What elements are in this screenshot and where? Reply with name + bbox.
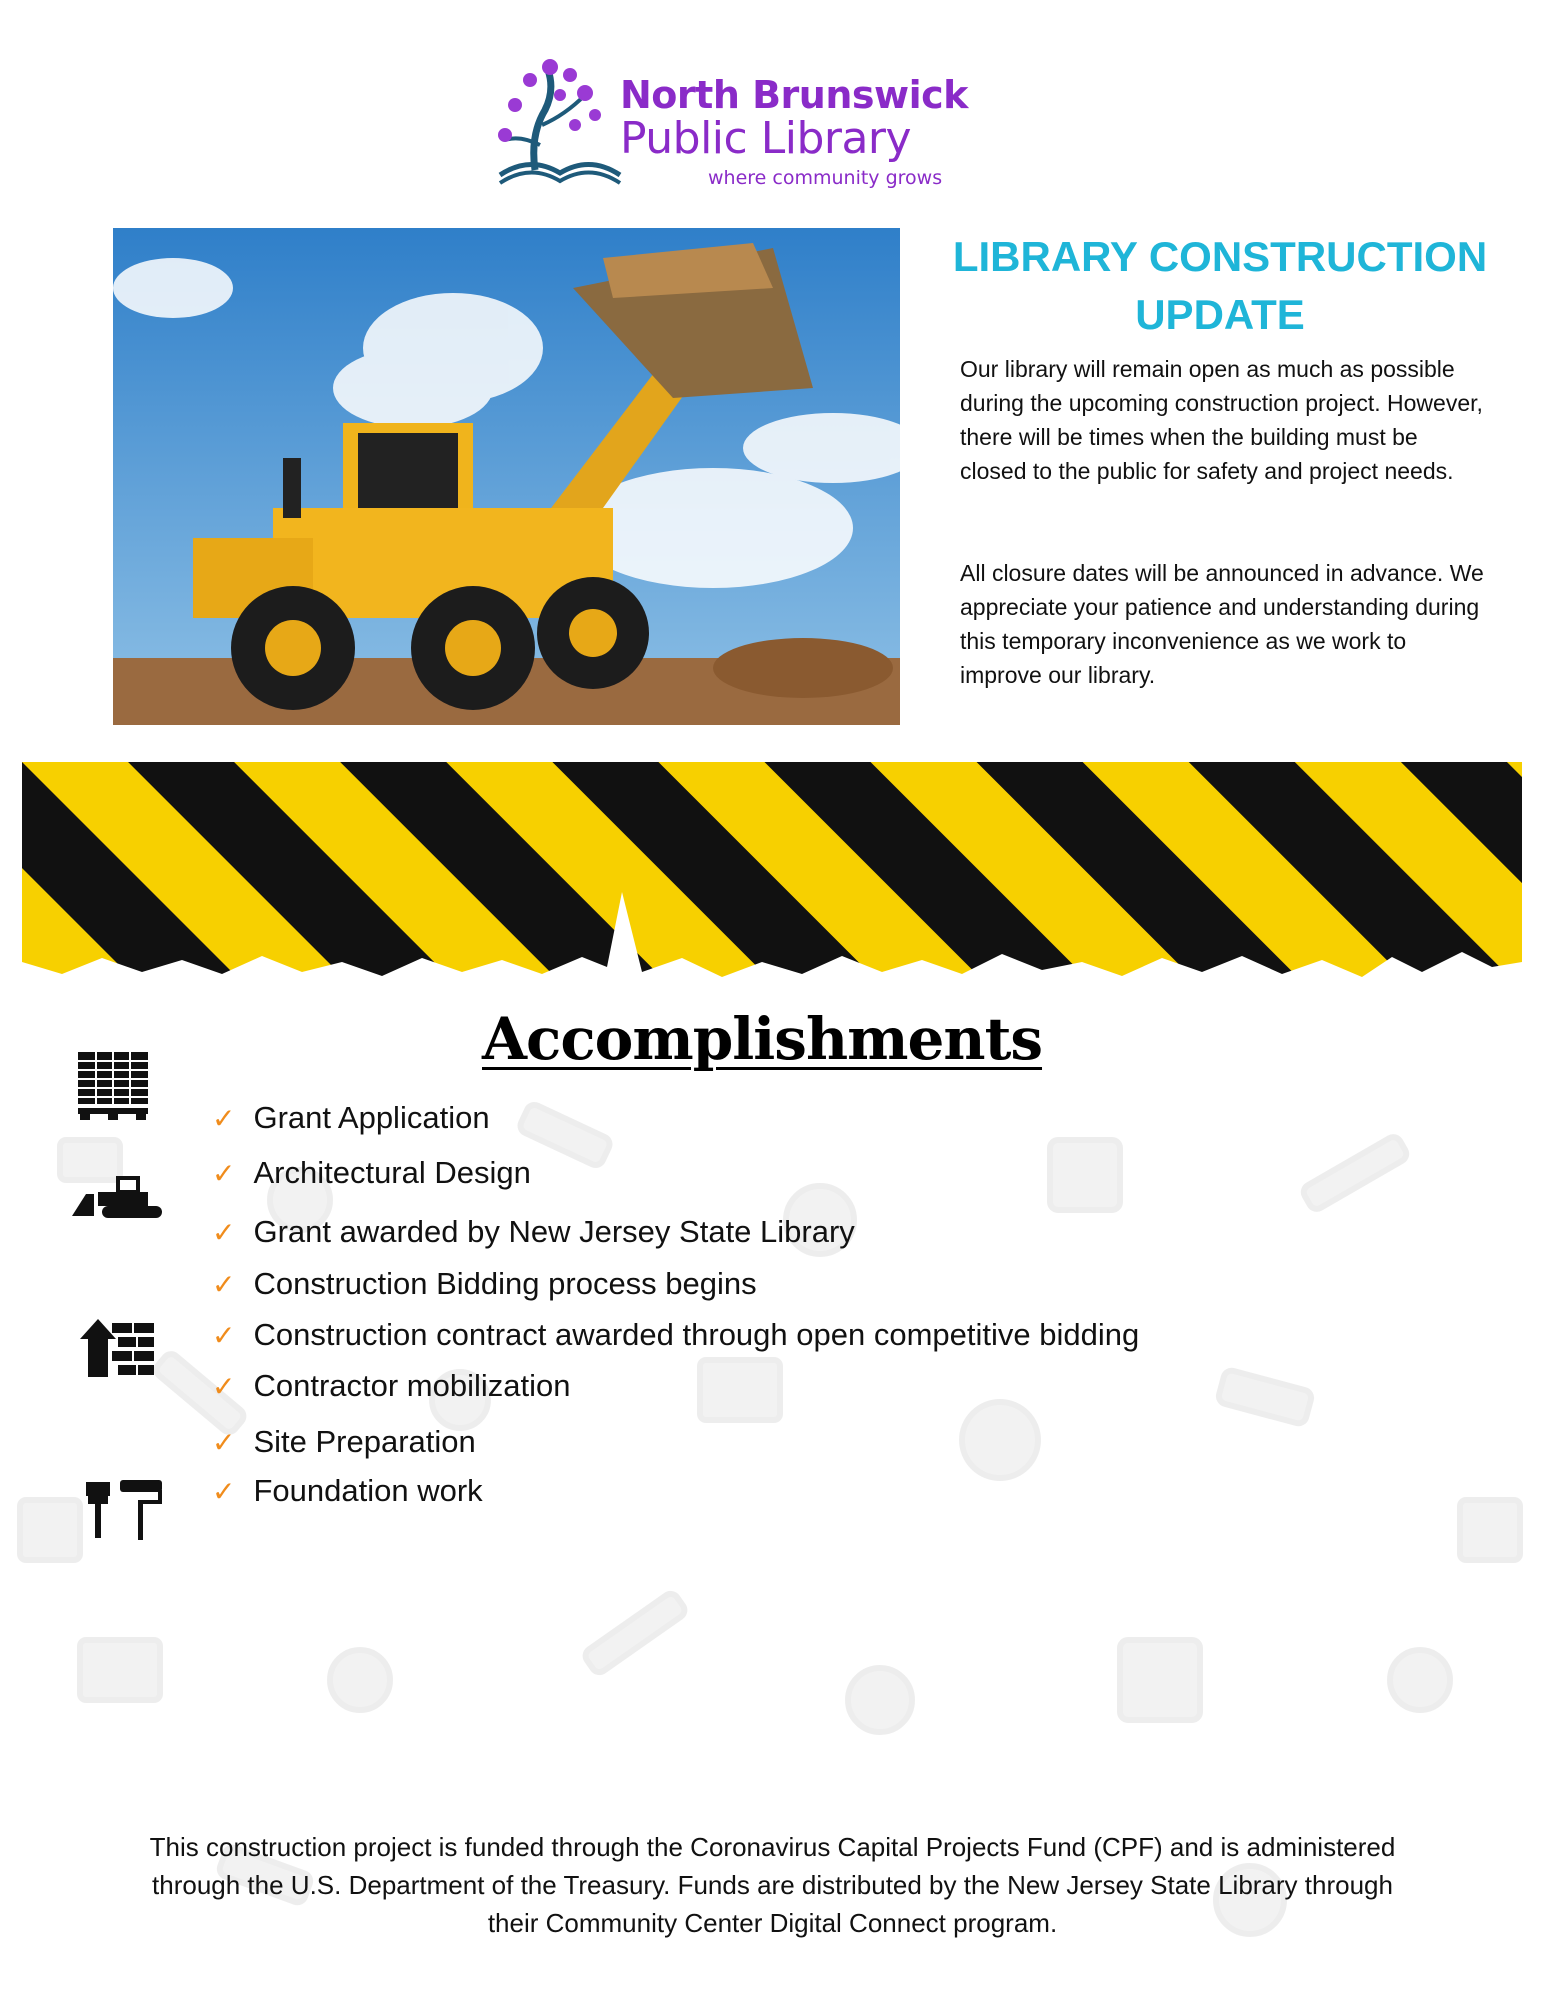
check-icon: ✓ [212, 1268, 236, 1301]
check-icon: ✓ [212, 1157, 236, 1190]
check-icon: ✓ [212, 1102, 236, 1135]
logo-tagline: where community grows [708, 167, 943, 189]
accomplishment-item: ✓ Construction contract awarded through open competitive bidding [212, 1317, 1140, 1352]
bulldozer-icon [72, 1172, 172, 1220]
logo-name-line1: North Brunswick [620, 73, 968, 117]
info-paragraph-1: Our library will remain open as much as possible during the upcoming construction project. However, there will be times when the building must be closed to the public for safety and project needs. [960, 356, 1483, 484]
library-logo [490, 55, 970, 195]
accomplishment-item: ✓ Grant awarded by New Jersey State Library [212, 1214, 855, 1249]
construction-update-title: LIBRARY CONSTRUCTION UPDATE [952, 233, 1488, 338]
tree-book-icon [490, 55, 630, 195]
house-brick-icon [78, 1315, 156, 1377]
accomplishment-item: ✓ Contractor mobilization [212, 1368, 571, 1403]
accomplishment-item: ✓ Site Preparation [212, 1424, 476, 1459]
logo-name-line2: Public Library [620, 113, 912, 164]
info-paragraph-2: All closure dates will be announced in advance. We appreciate your patience and understanding during this temporary inconvenience as we work to improve our library. [960, 560, 1484, 688]
check-icon: ✓ [212, 1216, 236, 1249]
check-icon: ✓ [212, 1475, 236, 1508]
hazard-stripe-banner [22, 762, 1522, 987]
funding-footer: This construction project is funded through the Coronavirus Capital Projects Fund (CPF) and is administered through the U.S. Department of the Treasury. Funds are distributed by the New Jersey State Library through their Community Center Digital Connect program. [149, 1832, 1396, 1938]
accomplishments-title: Accomplishments [482, 1005, 1043, 1073]
paint-tools-icon [86, 1480, 162, 1540]
wheel-loader-photo [113, 228, 900, 725]
brick-pallet-icon [78, 1052, 148, 1120]
check-icon: ✓ [212, 1370, 236, 1403]
check-icon: ✓ [212, 1319, 236, 1352]
check-icon: ✓ [212, 1426, 236, 1459]
accomplishment-item: ✓ Architectural Design [212, 1155, 531, 1190]
accomplishment-item: ✓ Foundation work [212, 1473, 483, 1508]
accomplishment-item: ✓ Grant Application [212, 1100, 490, 1135]
accomplishment-item: ✓ Construction Bidding process begins [212, 1266, 757, 1301]
